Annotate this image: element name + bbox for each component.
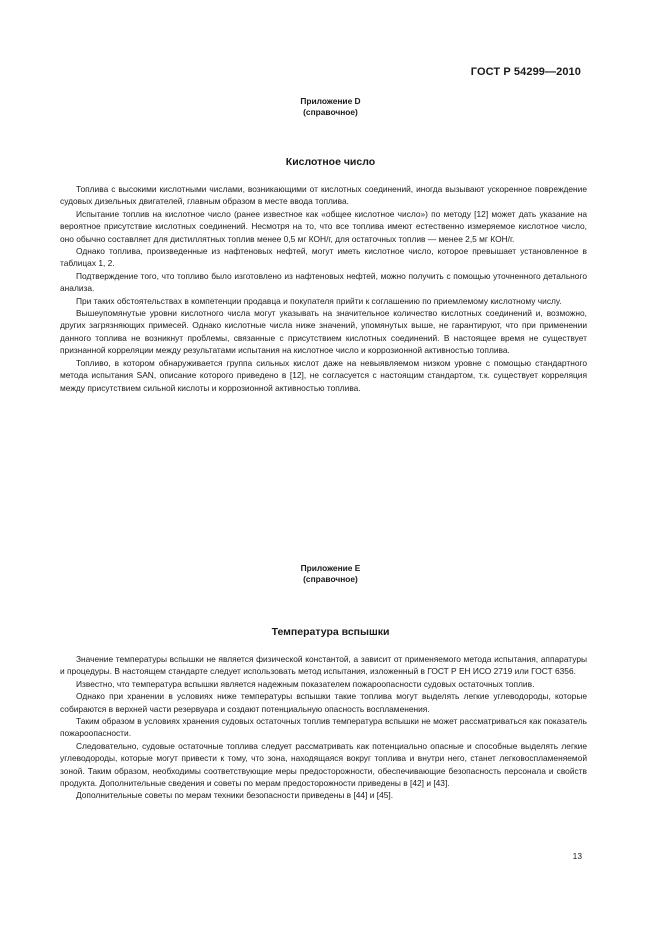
section-title-acid-number: Кислотное число bbox=[285, 156, 376, 168]
paragraph: Вышеупомянутые уровни кислотного числа могут указывать на значительное количество кислотных соединений и, возможно, других загрязняющих примесей. Однако кислотные числа ниже значений, упомянутых выше, не гарантируют, что при применении данного топлива не возникнут проблемы, связанные с присутствием кислотных соединений. В настоящее время не существует признанной корреляции между результатами испытания на кислотное число и коррозионной активностью топлива. bbox=[60, 308, 587, 356]
appendix-d-body bbox=[60, 183, 587, 394]
appendix-d-title: Приложение D bbox=[300, 96, 361, 106]
paragraph: Следовательно, судовые остаточные топлива следует рассматривать как потенциально опасные и способные выделять легкие углеводороды, которые могут привести к тому, что зона, находящаяся вокруг топлива и внутри него, станет легковоспламеняемой зоной. Таким образом, необходимы соответствующие меры предосторожности, обеспечивающие безопасность персонала и свойств продукта. Дополнительные сведения и советы по мерам предосторожности приведены в [42] и [43]. bbox=[60, 740, 587, 789]
section-title-flash-point: Температура вспышки bbox=[271, 626, 390, 638]
paragraph: Топлива с высокими кислотными числами, возникающими от кислотных соединений, иногда вызывают ускоренное повреждение судовых дизельных двигателей, главным образом в месте ввода топлива. bbox=[60, 184, 587, 207]
appendix-d-heading bbox=[0, 96, 661, 119]
paragraph: Однако при хранении в условиях ниже температуры вспышки такие топлива могут выделять легкие углеводороды, которые собираются в верхней части резервуара и создают потенциальную опасность воспламенения. bbox=[60, 691, 587, 714]
page-number: 13 bbox=[572, 851, 582, 861]
paragraph: При таких обстоятельствах в компетенции продавца и покупателя прийти к соглашению по приемлемому кислотному числу. bbox=[76, 295, 562, 306]
paragraph: Топливо, в котором обнаруживается группа сильных кислот даже на невыявляемом низком уровне с помощью стандартного метода испытания SAN, описание которого приведено в [12], не согласуется с настоящим стандартом, т.к. существует корреляция между присутствием сильной кислоты и коррозионной активностью топлива. bbox=[60, 357, 587, 393]
appendix-d-type: (справочное) bbox=[303, 107, 358, 118]
appendix-e-heading bbox=[0, 563, 661, 586]
paragraph: Таким образом в условиях хранения судовых остаточных топлив температура вспышки не может рассматриваться как показатель пожароопасности. bbox=[60, 716, 587, 739]
paragraph: Однако топлива, произведенные из нафтеновых нефтей, могут иметь кислотное число, которое превышает установленное в таблицах 1, 2. bbox=[60, 246, 587, 269]
appendix-e-title: Приложение E bbox=[300, 563, 361, 573]
appendix-e-type: (справочное) bbox=[303, 574, 358, 585]
appendix-e-body bbox=[60, 653, 587, 802]
standard-code-header: ГОСТ Р 54299—2010 bbox=[470, 66, 581, 78]
paragraph: Известно, что температура вспышки является надежным показателем пожароопасности судовых остаточных топлив. bbox=[76, 678, 535, 689]
paragraph: Испытание топлив на кислотное число (ранее известное как «общее кислотное число») по методу [12] может дать указание на вероятное присутствие кислотных соединений. Несмотря на то, что все топлива имеют естественно измеряемое кислотное число, оно обычно составляет для дистиллятных топлив менее 0,5 мг КОН/г, для остаточных топлив — менее 2,5 мг КОН/г. bbox=[60, 208, 587, 244]
paragraph: Подтверждение того, что топливо было изготовлено из нафтеновых нефтей, можно получить с помощью уточненного детального анализа. bbox=[60, 270, 587, 294]
paragraph: Дополнительные советы по мерам техники безопасности приведены в [44] и [45]. bbox=[76, 790, 394, 801]
paragraph: Значение температуры вспышки не является физической константой, а зависит от применяемого метода испытания, аппаратуры и процедуры. В настоящем стандарте следует использовать метод испытания, изложенный в ГОСТ Р ЕН ИСО 2719 или ГОСТ 6356. bbox=[60, 654, 587, 677]
